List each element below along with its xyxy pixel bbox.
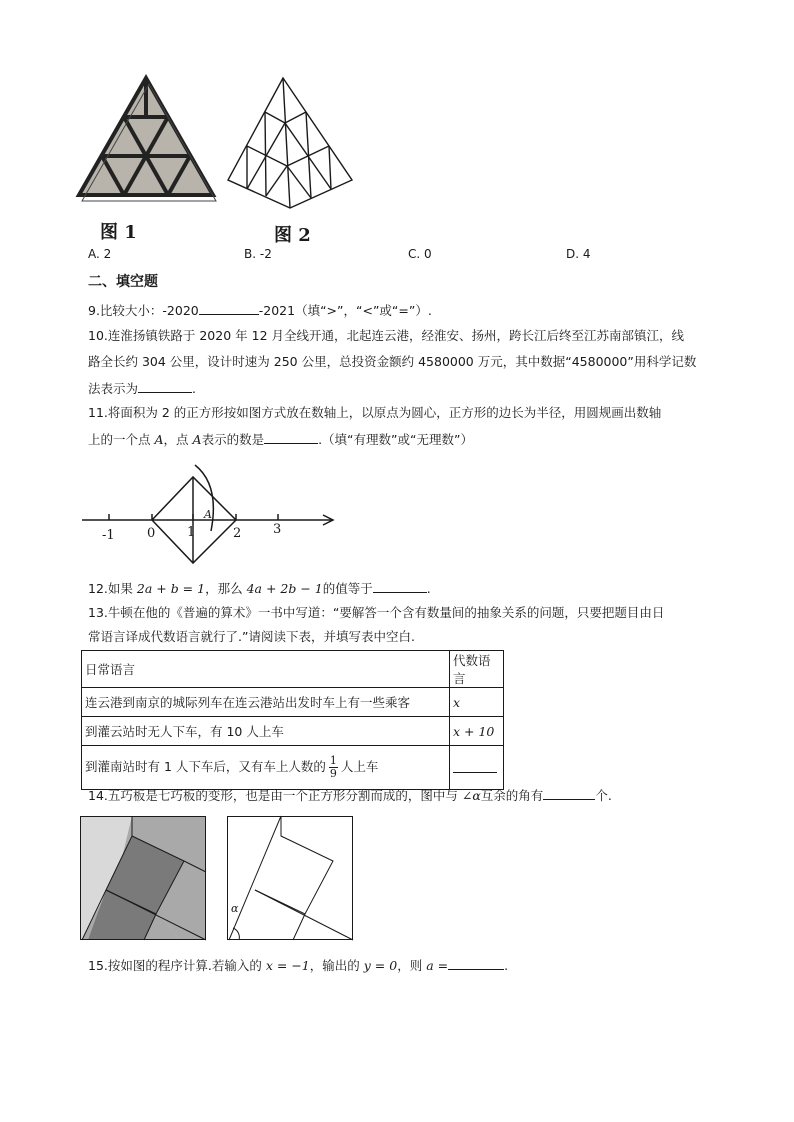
pyramid-figure-2: [225, 75, 355, 215]
q15-text-mid-1: ，输出的: [309, 958, 360, 973]
question-10-line-2: 路全长约 304 公里，设计时速为 250 公里，总投资金额约 4580000 万元，其中数据“4580000”用科学记数: [88, 354, 697, 369]
table-row-2-algebra: x + 10: [450, 717, 504, 746]
axis-label-1: 1: [187, 525, 196, 540]
q15-equation-y: y = 0: [363, 958, 398, 973]
q10-text-pre: 法表示为: [88, 381, 139, 396]
pyramid-figure-1: [76, 75, 216, 215]
question-15: [88, 956, 708, 975]
q11-point-a-2: A: [192, 432, 202, 447]
q12-text-pre: 12.如果: [88, 581, 133, 596]
table-row-1-algebra: x: [450, 688, 504, 717]
q10-text-post: .: [192, 381, 196, 396]
question-13-line-1: 13.牛顿在他的《普遍的算术》一书中写道：“要解答一个含有数量间的抽象关系的问题，只要把题目由日: [88, 605, 665, 620]
option-d[interactable]: D. 4: [566, 247, 591, 261]
table-row-2-daily: 到灌云站时无人下车，有 10 人上车: [82, 717, 450, 746]
q14-text-mid: 互余的角有: [480, 788, 544, 803]
one-ninth-fraction: [329, 755, 338, 780]
q14-answer-blank[interactable]: [543, 786, 595, 800]
q15-text-mid-2: ，则: [397, 958, 423, 973]
section-title: 二、填空题: [88, 274, 158, 290]
q15-equation-a: a =: [426, 958, 449, 973]
q11-text-a: 上的一个点: [88, 432, 151, 447]
fraction-denominator: 9: [329, 767, 337, 780]
q9-text-post: -2021（填“>”，“<”或“=”）.: [258, 303, 432, 318]
axis-label-minus-1: -1: [102, 528, 115, 543]
alpha-angle-label: α: [231, 902, 239, 915]
question-11-line-1: 11.将面积为 2 的正方形按如图方式放在数轴上，以原点为圆心，正方形的边长为半径，用圆规画出数轴: [88, 405, 662, 420]
q9-text-pre: 9.比较大小：-2020: [88, 303, 199, 318]
q14-text-post: 个.: [595, 788, 612, 803]
q12-text-post-a: 的值等于: [322, 581, 373, 596]
q11-text-d: .（填“有理数”或“无理数”）: [318, 432, 473, 447]
q12-text-post-b: .: [426, 581, 431, 596]
q15-text-pre: 15.按如图的程序计算.若输入的: [88, 958, 262, 973]
figure-1-label: 图 1: [100, 222, 137, 243]
q14-angle-alpha: ∠α: [461, 788, 481, 803]
translation-table: [81, 650, 504, 790]
table-row: [82, 688, 504, 717]
point-a-label: A: [204, 508, 212, 521]
axis-label-2: 2: [233, 526, 242, 541]
q12-text-mid: ，那么: [205, 581, 243, 596]
question-12: [88, 579, 708, 598]
table-row-3-answer-cell[interactable]: [450, 746, 504, 790]
question-11-line-2: [88, 430, 708, 449]
q15-answer-blank[interactable]: [448, 956, 504, 970]
table-header-row: [82, 651, 504, 688]
q10-answer-blank[interactable]: [138, 379, 192, 393]
question-10-line-1: 10.连淮扬镇铁路于 2020 年 12 月全线开通，北起连云港，经淮安、扬州，跨长江后终至江苏南部镇江，线: [88, 328, 684, 343]
compass-arc: [195, 465, 213, 531]
option-c[interactable]: C. 0: [408, 247, 432, 261]
fraction-numerator: 1: [329, 754, 337, 767]
q14-text-pre: 14.五巧板是七巧板的变形，也是由一个正方形分割而成的，图中与: [88, 788, 458, 803]
table-row: [82, 717, 504, 746]
axis-label-3: 3: [273, 522, 282, 537]
q12-answer-blank[interactable]: [373, 579, 427, 593]
q12-equation-1: 2a + b = 1: [136, 581, 206, 596]
question-13-line-2: 常语言译成代数语言就行了.”请阅读下表，并填写表中空白.: [88, 629, 415, 644]
q11-answer-blank[interactable]: [264, 430, 318, 444]
q11-point-a: A: [154, 432, 164, 447]
q12-expression: 4a + 2b − 1: [246, 581, 323, 596]
table-row-3-text-pre: 到灌南站时有 1 人下车后，又有车上人数的: [85, 759, 326, 774]
option-b[interactable]: B. -2: [244, 247, 272, 261]
q9-answer-blank[interactable]: [199, 301, 259, 315]
table-header-daily: 日常语言: [82, 651, 450, 688]
option-a[interactable]: A. 2: [88, 247, 112, 261]
figure-2-label: 图 2: [274, 225, 311, 246]
five-tangram-shaded-figure: [80, 816, 206, 940]
table-row-3-text-post: 人上车: [340, 759, 379, 774]
q15-text-post: .: [504, 958, 509, 973]
q13-answer-blank[interactable]: [453, 759, 497, 773]
number-line-diagram: [80, 465, 340, 545]
q11-text-b: ，点: [163, 432, 189, 447]
table-row: [82, 746, 504, 790]
q15-equation-x: x = −1: [265, 958, 310, 973]
five-tangram-outline-figure: [227, 816, 353, 940]
axis-label-0: 0: [147, 526, 156, 541]
table-row-3-daily: [82, 746, 450, 790]
question-10-line-3: [88, 379, 708, 398]
q11-text-c: 表示的数是: [201, 432, 265, 447]
question-14: [88, 786, 708, 805]
question-9: [88, 301, 708, 320]
table-header-algebra: 代数语言: [450, 651, 504, 688]
table-row-1-daily: 连云港到南京的城际列车在连云港站出发时车上有一些乘客: [82, 688, 450, 717]
